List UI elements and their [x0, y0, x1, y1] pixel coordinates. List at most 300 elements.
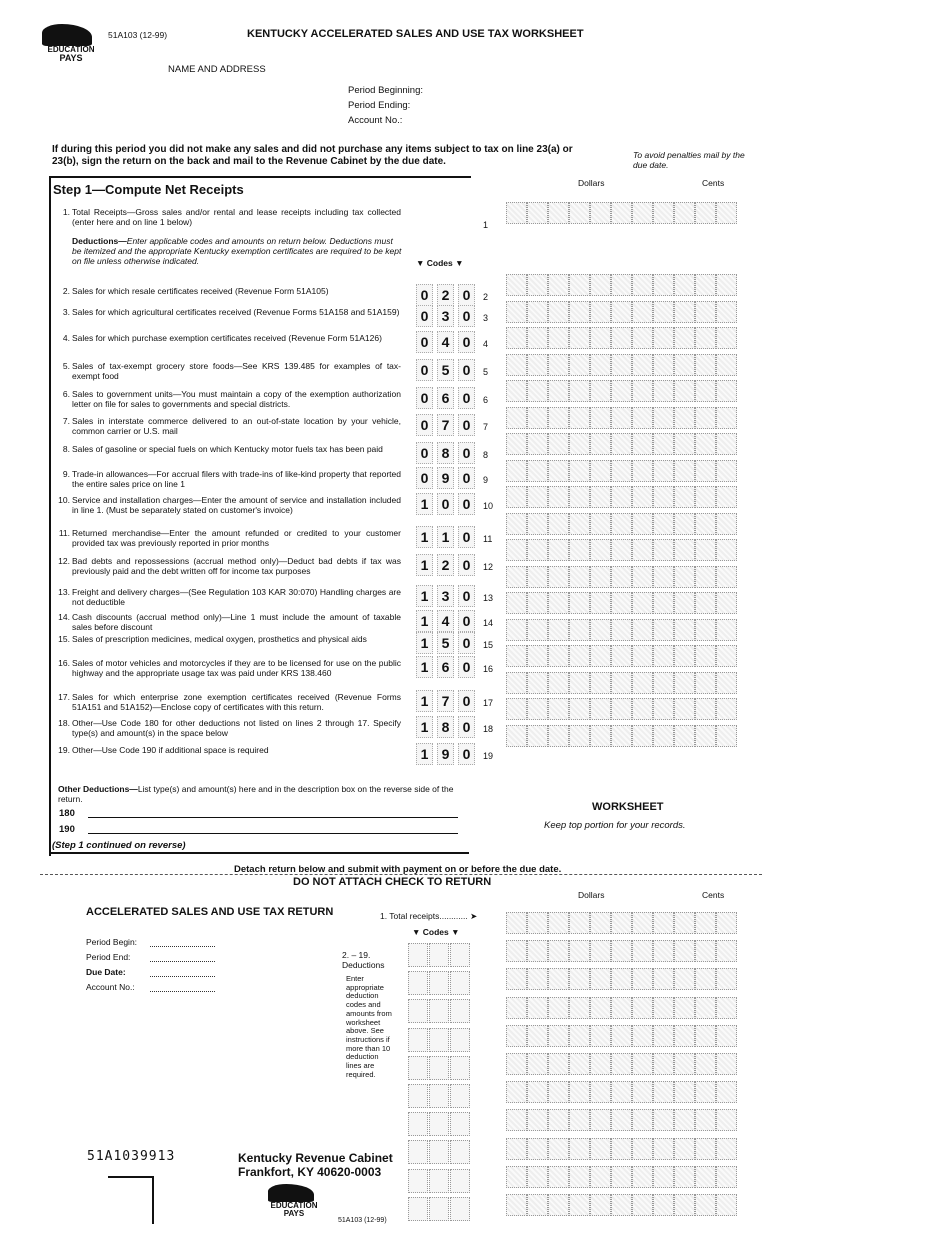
amount-digit-cell[interactable] [632, 460, 653, 482]
amount-digit-cell[interactable] [569, 1053, 590, 1075]
amount-digit-cell[interactable] [569, 407, 590, 429]
amount-digit-cell[interactable] [653, 539, 674, 561]
amount-digit-cell[interactable] [590, 1081, 611, 1103]
amount-digit-cell[interactable] [716, 592, 737, 614]
amount-digit-cell[interactable] [653, 513, 674, 535]
amount-digit-cell[interactable] [674, 672, 695, 694]
amount-digit-cell[interactable] [632, 1081, 653, 1103]
amount-digit-cell[interactable] [527, 592, 548, 614]
amount-digit-cell[interactable] [590, 407, 611, 429]
amount-digit-cell[interactable] [548, 202, 569, 224]
amount-digit-cell[interactable] [527, 672, 548, 694]
return-code-cell[interactable] [450, 1112, 470, 1136]
amount-digit-cell[interactable] [506, 202, 527, 224]
amount-digit-cell[interactable] [527, 1025, 548, 1047]
amount-digit-cell[interactable] [569, 433, 590, 455]
amount-digit-cell[interactable] [632, 619, 653, 641]
amount-digit-cell[interactable] [632, 940, 653, 962]
amount-digit-cell[interactable] [569, 968, 590, 990]
amount-digit-cell[interactable] [506, 460, 527, 482]
amount-digit-cell[interactable] [632, 301, 653, 323]
amount-digit-cell[interactable] [695, 513, 716, 535]
amount-digit-cell[interactable] [716, 997, 737, 1019]
amount-digit-cell[interactable] [590, 672, 611, 694]
amount-digit-cell[interactable] [695, 407, 716, 429]
amount-digit-cell[interactable] [548, 1053, 569, 1075]
amount-digit-cell[interactable] [653, 202, 674, 224]
amount-digit-cell[interactable] [674, 354, 695, 376]
amount-digit-cell[interactable] [716, 1194, 737, 1216]
amount-digit-cell[interactable] [632, 202, 653, 224]
amount-digit-cell[interactable] [527, 202, 548, 224]
amount-digit-cell[interactable] [506, 301, 527, 323]
amount-digit-cell[interactable] [569, 1138, 590, 1160]
amount-digit-cell[interactable] [632, 327, 653, 349]
amount-digit-cell[interactable] [527, 327, 548, 349]
amount-digit-cell[interactable] [527, 1109, 548, 1131]
amount-digit-cell[interactable] [695, 940, 716, 962]
amount-digit-cell[interactable] [611, 619, 632, 641]
amount-digit-cell[interactable] [653, 1138, 674, 1160]
amount-digit-cell[interactable] [653, 619, 674, 641]
amount-digit-cell[interactable] [716, 912, 737, 934]
amount-digit-cell[interactable] [611, 592, 632, 614]
amount-digit-cell[interactable] [590, 380, 611, 402]
amount-digit-cell[interactable] [548, 1194, 569, 1216]
amount-digit-cell[interactable] [653, 1194, 674, 1216]
amount-digit-cell[interactable] [506, 486, 527, 508]
amount-digit-cell[interactable] [632, 1109, 653, 1131]
amount-digit-cell[interactable] [674, 1194, 695, 1216]
amount-digit-cell[interactable] [716, 1138, 737, 1160]
amount-digit-cell[interactable] [527, 1053, 548, 1075]
amount-digit-cell[interactable] [695, 354, 716, 376]
amount-digit-cell[interactable] [506, 1138, 527, 1160]
amount-digit-cell[interactable] [527, 566, 548, 588]
amount-digit-cell[interactable] [590, 940, 611, 962]
amount-digit-cell[interactable] [590, 486, 611, 508]
amount-digit-cell[interactable] [506, 645, 527, 667]
amount-digit-cell[interactable] [674, 1138, 695, 1160]
amount-digit-cell[interactable] [590, 513, 611, 535]
amount-digit-cell[interactable] [611, 1109, 632, 1131]
amount-digit-cell[interactable] [611, 407, 632, 429]
amount-digit-cell[interactable] [695, 968, 716, 990]
amount-digit-cell[interactable] [653, 968, 674, 990]
amount-digit-cell[interactable] [569, 1025, 590, 1047]
amount-digit-cell[interactable] [548, 619, 569, 641]
amount-digit-cell[interactable] [716, 566, 737, 588]
amount-digit-cell[interactable] [695, 202, 716, 224]
amount-digit-cell[interactable] [506, 968, 527, 990]
return-code-cell[interactable] [429, 999, 449, 1023]
amount-digit-cell[interactable] [527, 274, 548, 296]
amount-digit-cell[interactable] [632, 997, 653, 1019]
amount-digit-cell[interactable] [695, 380, 716, 402]
amount-digit-cell[interactable] [527, 940, 548, 962]
amount-digit-cell[interactable] [590, 912, 611, 934]
return-code-cell[interactable] [408, 1112, 428, 1136]
return-code-cell[interactable] [429, 971, 449, 995]
amount-digit-cell[interactable] [506, 1194, 527, 1216]
amount-digit-cell[interactable] [548, 460, 569, 482]
amount-digit-cell[interactable] [653, 672, 674, 694]
amount-digit-cell[interactable] [590, 202, 611, 224]
amount-digit-cell[interactable] [506, 327, 527, 349]
amount-digit-cell[interactable] [506, 274, 527, 296]
amount-digit-cell[interactable] [632, 1166, 653, 1188]
amount-digit-cell[interactable] [506, 513, 527, 535]
amount-digit-cell[interactable] [611, 1138, 632, 1160]
amount-digit-cell[interactable] [716, 274, 737, 296]
amount-digit-cell[interactable] [569, 698, 590, 720]
amount-digit-cell[interactable] [632, 912, 653, 934]
amount-digit-cell[interactable] [674, 645, 695, 667]
amount-digit-cell[interactable] [611, 486, 632, 508]
amount-digit-cell[interactable] [674, 1025, 695, 1047]
amount-digit-cell[interactable] [548, 940, 569, 962]
amount-digit-cell[interactable] [674, 912, 695, 934]
amount-digit-cell[interactable] [527, 1166, 548, 1188]
amount-digit-cell[interactable] [611, 1166, 632, 1188]
amount-digit-cell[interactable] [674, 513, 695, 535]
return-code-cell[interactable] [429, 1056, 449, 1080]
amount-digit-cell[interactable] [674, 433, 695, 455]
amount-digit-cell[interactable] [716, 460, 737, 482]
amount-digit-cell[interactable] [611, 202, 632, 224]
amount-digit-cell[interactable] [527, 407, 548, 429]
amount-digit-cell[interactable] [527, 698, 548, 720]
amount-digit-cell[interactable] [590, 1025, 611, 1047]
amount-digit-cell[interactable] [611, 997, 632, 1019]
amount-digit-cell[interactable] [695, 1194, 716, 1216]
amount-digit-cell[interactable] [506, 997, 527, 1019]
amount-digit-cell[interactable] [674, 539, 695, 561]
return-code-cell[interactable] [450, 971, 470, 995]
return-code-cell[interactable] [408, 999, 428, 1023]
amount-digit-cell[interactable] [548, 645, 569, 667]
amount-digit-cell[interactable] [611, 1025, 632, 1047]
amount-digit-cell[interactable] [569, 912, 590, 934]
amount-digit-cell[interactable] [506, 619, 527, 641]
amount-digit-cell[interactable] [695, 912, 716, 934]
amount-digit-cell[interactable] [527, 1081, 548, 1103]
amount-digit-cell[interactable] [653, 725, 674, 747]
amount-digit-cell[interactable] [653, 592, 674, 614]
amount-digit-cell[interactable] [653, 380, 674, 402]
amount-digit-cell[interactable] [674, 202, 695, 224]
amount-digit-cell[interactable] [527, 460, 548, 482]
amount-digit-cell[interactable] [716, 539, 737, 561]
amount-digit-cell[interactable] [653, 407, 674, 429]
amount-digit-cell[interactable] [569, 645, 590, 667]
amount-digit-cell[interactable] [674, 619, 695, 641]
amount-digit-cell[interactable] [611, 672, 632, 694]
amount-digit-cell[interactable] [653, 460, 674, 482]
amount-digit-cell[interactable] [590, 1166, 611, 1188]
amount-digit-cell[interactable] [590, 566, 611, 588]
amount-digit-cell[interactable] [611, 968, 632, 990]
amount-digit-cell[interactable] [611, 539, 632, 561]
amount-digit-cell[interactable] [716, 354, 737, 376]
return-code-cell[interactable] [450, 943, 470, 967]
amount-digit-cell[interactable] [590, 1109, 611, 1131]
amount-digit-cell[interactable] [506, 433, 527, 455]
amount-digit-cell[interactable] [695, 433, 716, 455]
amount-digit-cell[interactable] [653, 1081, 674, 1103]
amount-digit-cell[interactable] [632, 592, 653, 614]
amount-digit-cell[interactable] [653, 1109, 674, 1131]
return-code-cell[interactable] [429, 1140, 449, 1164]
amount-digit-cell[interactable] [611, 912, 632, 934]
amount-digit-cell[interactable] [548, 912, 569, 934]
code-180-field[interactable] [88, 817, 458, 818]
amount-digit-cell[interactable] [611, 645, 632, 667]
amount-digit-cell[interactable] [527, 354, 548, 376]
amount-digit-cell[interactable] [611, 1194, 632, 1216]
return-code-cell[interactable] [408, 1084, 428, 1108]
amount-digit-cell[interactable] [527, 645, 548, 667]
amount-digit-cell[interactable] [653, 433, 674, 455]
amount-digit-cell[interactable] [569, 619, 590, 641]
amount-digit-cell[interactable] [716, 380, 737, 402]
amount-digit-cell[interactable] [590, 433, 611, 455]
amount-digit-cell[interactable] [716, 1025, 737, 1047]
return-code-cell[interactable] [429, 1028, 449, 1052]
amount-digit-cell[interactable] [674, 566, 695, 588]
amount-digit-cell[interactable] [611, 433, 632, 455]
amount-digit-cell[interactable] [674, 592, 695, 614]
amount-digit-cell[interactable] [674, 940, 695, 962]
amount-digit-cell[interactable] [569, 1109, 590, 1131]
amount-digit-cell[interactable] [695, 274, 716, 296]
amount-digit-cell[interactable] [548, 1025, 569, 1047]
amount-digit-cell[interactable] [632, 1194, 653, 1216]
return-code-cell[interactable] [429, 1169, 449, 1193]
amount-digit-cell[interactable] [548, 301, 569, 323]
amount-digit-cell[interactable] [695, 672, 716, 694]
return-code-cell[interactable] [429, 1084, 449, 1108]
amount-digit-cell[interactable] [695, 1138, 716, 1160]
amount-digit-cell[interactable] [695, 698, 716, 720]
amount-digit-cell[interactable] [527, 968, 548, 990]
amount-digit-cell[interactable] [569, 997, 590, 1019]
amount-digit-cell[interactable] [716, 1166, 737, 1188]
amount-digit-cell[interactable] [569, 354, 590, 376]
amount-digit-cell[interactable] [632, 1138, 653, 1160]
amount-digit-cell[interactable] [506, 380, 527, 402]
amount-digit-cell[interactable] [695, 460, 716, 482]
amount-digit-cell[interactable] [569, 486, 590, 508]
amount-digit-cell[interactable] [611, 301, 632, 323]
amount-digit-cell[interactable] [569, 539, 590, 561]
amount-digit-cell[interactable] [590, 1053, 611, 1075]
amount-digit-cell[interactable] [548, 486, 569, 508]
amount-digit-cell[interactable] [548, 407, 569, 429]
amount-digit-cell[interactable] [695, 1166, 716, 1188]
amount-digit-cell[interactable] [653, 940, 674, 962]
return-code-cell[interactable] [408, 943, 428, 967]
amount-digit-cell[interactable] [527, 1138, 548, 1160]
return-code-cell[interactable] [450, 1028, 470, 1052]
amount-digit-cell[interactable] [674, 486, 695, 508]
amount-digit-cell[interactable] [716, 968, 737, 990]
amount-digit-cell[interactable] [506, 725, 527, 747]
amount-digit-cell[interactable] [611, 460, 632, 482]
amount-digit-cell[interactable] [548, 592, 569, 614]
return-code-cell[interactable] [408, 971, 428, 995]
amount-digit-cell[interactable] [548, 1109, 569, 1131]
amount-digit-cell[interactable] [674, 1109, 695, 1131]
amount-digit-cell[interactable] [548, 672, 569, 694]
amount-digit-cell[interactable] [653, 274, 674, 296]
amount-digit-cell[interactable] [590, 645, 611, 667]
amount-digit-cell[interactable] [506, 1109, 527, 1131]
amount-digit-cell[interactable] [653, 354, 674, 376]
amount-digit-cell[interactable] [506, 539, 527, 561]
code-190-field[interactable] [88, 833, 458, 834]
amount-digit-cell[interactable] [590, 619, 611, 641]
amount-digit-cell[interactable] [716, 672, 737, 694]
amount-digit-cell[interactable] [548, 513, 569, 535]
amount-digit-cell[interactable] [569, 672, 590, 694]
amount-digit-cell[interactable] [506, 566, 527, 588]
amount-digit-cell[interactable] [611, 1053, 632, 1075]
amount-digit-cell[interactable] [695, 1081, 716, 1103]
amount-digit-cell[interactable] [716, 433, 737, 455]
amount-digit-cell[interactable] [590, 354, 611, 376]
amount-digit-cell[interactable] [653, 566, 674, 588]
amount-digit-cell[interactable] [590, 997, 611, 1019]
amount-digit-cell[interactable] [548, 539, 569, 561]
amount-digit-cell[interactable] [632, 672, 653, 694]
amount-digit-cell[interactable] [695, 997, 716, 1019]
amount-digit-cell[interactable] [527, 380, 548, 402]
amount-digit-cell[interactable] [611, 513, 632, 535]
amount-digit-cell[interactable] [611, 940, 632, 962]
amount-digit-cell[interactable] [674, 997, 695, 1019]
amount-digit-cell[interactable] [716, 940, 737, 962]
amount-digit-cell[interactable] [674, 1166, 695, 1188]
amount-digit-cell[interactable] [632, 513, 653, 535]
amount-digit-cell[interactable] [506, 1081, 527, 1103]
amount-digit-cell[interactable] [695, 725, 716, 747]
amount-digit-cell[interactable] [590, 460, 611, 482]
amount-digit-cell[interactable] [632, 433, 653, 455]
amount-digit-cell[interactable] [527, 619, 548, 641]
amount-digit-cell[interactable] [611, 566, 632, 588]
amount-digit-cell[interactable] [527, 539, 548, 561]
amount-digit-cell[interactable] [674, 407, 695, 429]
amount-digit-cell[interactable] [548, 725, 569, 747]
return-code-cell[interactable] [429, 943, 449, 967]
amount-digit-cell[interactable] [548, 327, 569, 349]
amount-digit-cell[interactable] [506, 407, 527, 429]
amount-digit-cell[interactable] [569, 460, 590, 482]
return-code-cell[interactable] [450, 999, 470, 1023]
amount-digit-cell[interactable] [527, 486, 548, 508]
amount-digit-cell[interactable] [548, 1166, 569, 1188]
return-code-cell[interactable] [408, 1056, 428, 1080]
amount-digit-cell[interactable] [611, 698, 632, 720]
amount-digit-cell[interactable] [674, 1081, 695, 1103]
amount-digit-cell[interactable] [527, 433, 548, 455]
amount-digit-cell[interactable] [611, 1081, 632, 1103]
return-period-begin-field[interactable] [150, 946, 215, 947]
amount-digit-cell[interactable] [569, 513, 590, 535]
amount-digit-cell[interactable] [695, 619, 716, 641]
amount-digit-cell[interactable] [611, 327, 632, 349]
amount-digit-cell[interactable] [716, 327, 737, 349]
amount-digit-cell[interactable] [695, 1109, 716, 1131]
return-code-cell[interactable] [429, 1197, 449, 1221]
amount-digit-cell[interactable] [527, 997, 548, 1019]
amount-digit-cell[interactable] [527, 513, 548, 535]
return-code-cell[interactable] [408, 1140, 428, 1164]
amount-digit-cell[interactable] [611, 725, 632, 747]
return-period-end-field[interactable] [150, 961, 215, 962]
amount-digit-cell[interactable] [632, 539, 653, 561]
amount-digit-cell[interactable] [632, 698, 653, 720]
amount-digit-cell[interactable] [611, 380, 632, 402]
amount-digit-cell[interactable] [590, 327, 611, 349]
amount-digit-cell[interactable] [653, 486, 674, 508]
amount-digit-cell[interactable] [632, 354, 653, 376]
return-due-date-field[interactable] [150, 976, 215, 977]
amount-digit-cell[interactable] [653, 1053, 674, 1075]
amount-digit-cell[interactable] [527, 725, 548, 747]
amount-digit-cell[interactable] [653, 301, 674, 323]
amount-digit-cell[interactable] [695, 592, 716, 614]
amount-digit-cell[interactable] [590, 1194, 611, 1216]
amount-digit-cell[interactable] [590, 725, 611, 747]
amount-digit-cell[interactable] [569, 202, 590, 224]
amount-digit-cell[interactable] [527, 1194, 548, 1216]
return-code-cell[interactable] [408, 1197, 428, 1221]
amount-digit-cell[interactable] [653, 912, 674, 934]
amount-digit-cell[interactable] [506, 1053, 527, 1075]
return-account-no-field[interactable] [150, 991, 215, 992]
amount-digit-cell[interactable] [590, 539, 611, 561]
amount-digit-cell[interactable] [716, 698, 737, 720]
return-code-cell[interactable] [429, 1112, 449, 1136]
amount-digit-cell[interactable] [506, 592, 527, 614]
return-code-cell[interactable] [408, 1028, 428, 1052]
amount-digit-cell[interactable] [590, 301, 611, 323]
amount-digit-cell[interactable] [674, 460, 695, 482]
amount-digit-cell[interactable] [716, 725, 737, 747]
amount-digit-cell[interactable] [506, 912, 527, 934]
amount-digit-cell[interactable] [569, 592, 590, 614]
amount-digit-cell[interactable] [569, 725, 590, 747]
amount-digit-cell[interactable] [527, 912, 548, 934]
amount-digit-cell[interactable] [716, 1109, 737, 1131]
amount-digit-cell[interactable] [653, 698, 674, 720]
amount-digit-cell[interactable] [569, 940, 590, 962]
amount-digit-cell[interactable] [695, 1025, 716, 1047]
return-code-cell[interactable] [450, 1056, 470, 1080]
amount-digit-cell[interactable] [716, 1053, 737, 1075]
amount-digit-cell[interactable] [653, 1025, 674, 1047]
amount-digit-cell[interactable] [695, 486, 716, 508]
amount-digit-cell[interactable] [632, 407, 653, 429]
amount-digit-cell[interactable] [590, 274, 611, 296]
amount-digit-cell[interactable] [653, 997, 674, 1019]
amount-digit-cell[interactable] [632, 645, 653, 667]
amount-digit-cell[interactable] [695, 1053, 716, 1075]
return-code-cell[interactable] [450, 1197, 470, 1221]
amount-digit-cell[interactable] [716, 301, 737, 323]
